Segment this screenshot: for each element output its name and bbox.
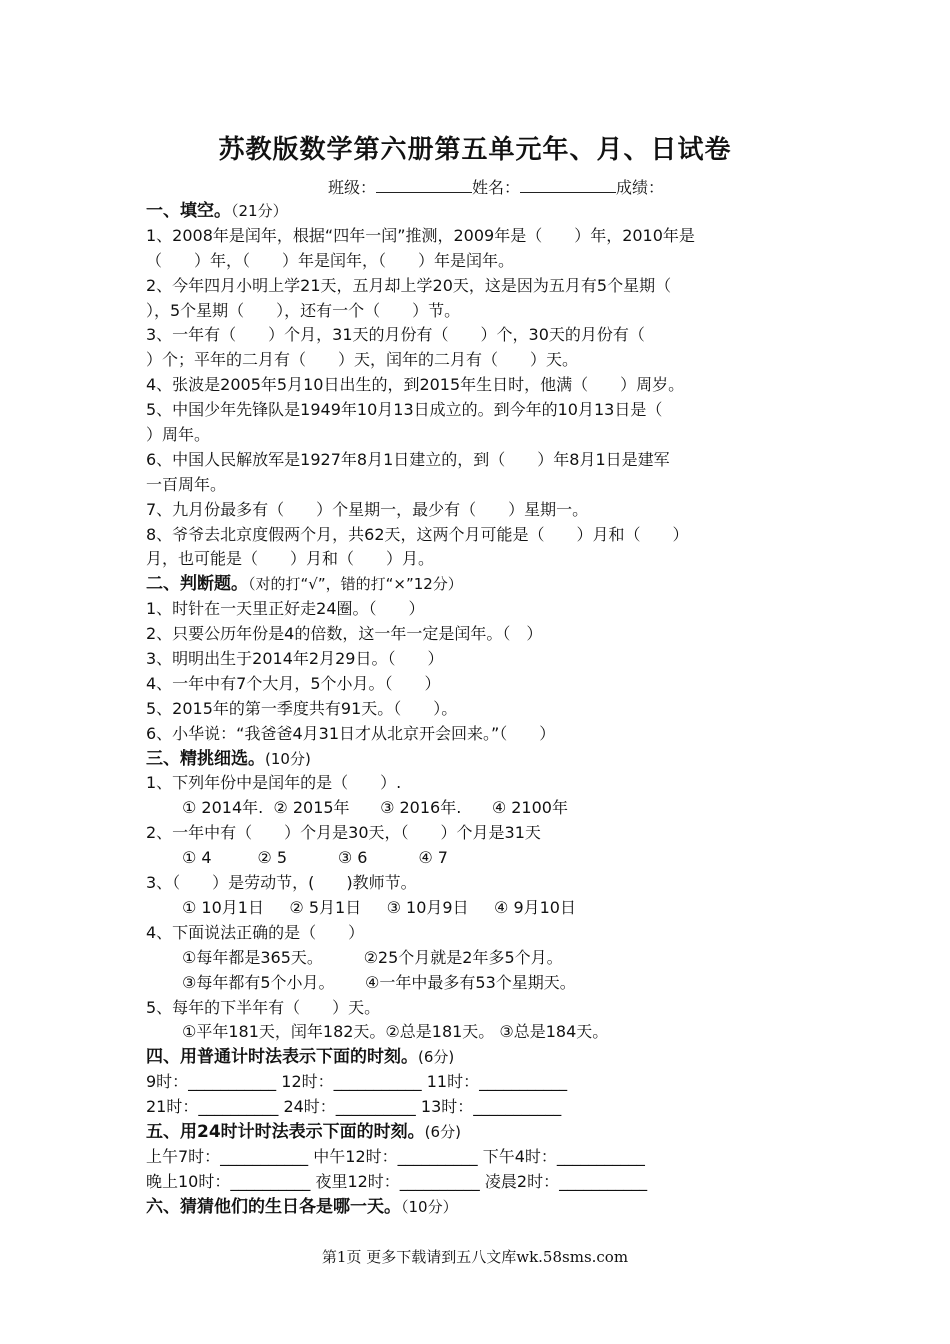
section-score-note: (10分) xyxy=(265,749,311,768)
line-text: 三、精挑细选。 xyxy=(146,748,265,769)
line-text: ① 2014年. ② 2015年 ③ 2016年. ④ 2100年 xyxy=(182,798,568,818)
question-line xyxy=(146,821,826,846)
question-line xyxy=(146,1170,826,1195)
question-line xyxy=(146,771,826,796)
question-line xyxy=(146,398,826,423)
line-text: 4、一年中有7个大月，5个小月。（ ） xyxy=(146,673,441,693)
question-line xyxy=(146,423,826,448)
option-line xyxy=(146,796,826,821)
line-text: 5、2015年的第一季度共有91天。（ ）。 xyxy=(146,698,458,718)
line-text: （ ）年，（ ）年是闰年，（ ）年是闰年。 xyxy=(146,250,515,270)
question-line xyxy=(146,1145,826,1170)
line-text: 3、一年有（ ）个月，31天的月份有（ ）个，30天的月份有（ xyxy=(146,325,645,345)
question-line xyxy=(146,498,826,523)
question-line xyxy=(146,921,826,946)
line-text: 4、张波是2005年5月10日出生的，到2015年生日时，他满（ ）周岁。 xyxy=(146,375,685,395)
class-label: 班级： xyxy=(328,178,377,197)
line-text: 5、每年的下半年有（ ）天。 xyxy=(146,997,381,1017)
line-text: 2、今年四月小明上学21天，五月却上学20天，这是因为五月有5个星期（ xyxy=(146,275,672,295)
line-text: 月，也可能是（ ）月和（ ）月。 xyxy=(146,549,435,569)
line-text: 4、下面说法正确的是（ ） xyxy=(146,922,365,942)
question-line xyxy=(146,597,826,622)
line-text: ）周年。 xyxy=(146,425,211,445)
section-score-note: (6分) xyxy=(418,1048,455,1067)
line-text: 6、小华说：“我爸爸4月31日才从北京开会回来。”（ ） xyxy=(146,723,556,743)
class-blank xyxy=(376,176,472,193)
line-text: 7、九月份最多有（ ）个星期一，最少有（ ）星期一。 xyxy=(146,499,589,519)
line-text: 3、（ ）是劳动节，( )教师节。 xyxy=(146,873,417,893)
score-label: 成绩： xyxy=(616,178,665,197)
line-text: ①每年都是365天。 ②25个月就是2年多5个月。 xyxy=(182,947,563,967)
question-line xyxy=(146,622,826,647)
line-text: 二、判断题。 xyxy=(146,574,248,595)
question-line xyxy=(146,373,826,398)
line-text: 5、中国少年先锋队是1949年10月13日成立的。到今年的10月13日是（ xyxy=(146,400,663,420)
option-line xyxy=(146,896,826,921)
name-blank xyxy=(520,176,616,193)
line-text: 3、明明出生于2014年2月29日。（ ） xyxy=(146,649,444,669)
line-text: 2、只要公历年份是4的倍数，这一年一定是闰年。（ ） xyxy=(146,624,543,644)
line-text: 一、填空。 xyxy=(146,201,231,221)
line-text: ① 4 ② 5 ③ 6 ④ 7 xyxy=(182,848,448,868)
section-heading xyxy=(146,1045,826,1070)
section-heading xyxy=(146,1120,826,1145)
section-score-note: （21分） xyxy=(231,202,288,220)
option-line xyxy=(146,1020,826,1045)
line-text: 六、猜猜他们的生日各是哪一天。 xyxy=(146,1196,401,1217)
line-text: ）个；平年的二月有（ ）天，闰年的二月有（ ）天。 xyxy=(146,350,579,370)
page-footer: 第1页 更多下载请到五八文库wk.58sms.com xyxy=(321,1248,629,1266)
question-line xyxy=(146,996,826,1021)
question-line xyxy=(146,473,826,498)
line-text: ① 10月1日 ② 5月1日 ③ 10月9日 ④ 9月10日 xyxy=(182,897,576,917)
question-line xyxy=(146,249,826,274)
line-text: 1、时针在一天里正好走24圈。（ ） xyxy=(146,599,425,619)
question-line xyxy=(146,697,826,722)
section-heading xyxy=(146,1195,826,1220)
question-line xyxy=(146,1070,826,1095)
line-text: 一百周年。 xyxy=(146,474,227,494)
line-text: 1、下列年份中是闰年的是（ ）. xyxy=(146,773,402,793)
question-line xyxy=(146,448,826,473)
question-line xyxy=(146,523,826,548)
line-text: 8、爷爷去北京度假两个月，共62天，这两个月可能是（ ）月和（ ） xyxy=(146,524,689,544)
line-text: ③每年都有5个小月。 ④一年中最多有53个星期天。 xyxy=(182,972,576,992)
section-score-note: （10分） xyxy=(401,1197,458,1216)
section-heading xyxy=(146,572,826,597)
question-line xyxy=(146,647,826,672)
line-text: 21时：__________ 24时：__________ 13时：___________ xyxy=(146,1097,562,1117)
section-score-note: （对的打“√”，错的打“×”12分） xyxy=(248,575,463,594)
question-line xyxy=(146,274,826,299)
line-text: 晚上10时：__________ 夜里12时：__________ 凌晨2时：___________ xyxy=(146,1171,648,1191)
line-text: 9时：___________ 12时：___________ 11时：___________ xyxy=(146,1072,568,1092)
line-text: 2、一年中有（ ）个月是30天，（ ）个月是31天 xyxy=(146,823,541,843)
line-text: 四、用普通计时法表示下面的时刻。 xyxy=(146,1047,418,1068)
line-text: ），5个星期（ ），还有一个（ ）节。 xyxy=(146,300,461,320)
line-text: 上午7时：___________ 中午12时：__________ 下午4时：___________ xyxy=(146,1146,645,1166)
section-heading xyxy=(146,747,826,772)
question-line xyxy=(146,323,826,348)
question-line xyxy=(146,672,826,697)
option-line xyxy=(146,846,826,871)
section-score-note: (6分) xyxy=(424,1122,461,1141)
question-line xyxy=(146,547,826,572)
name-label: 姓名： xyxy=(472,178,521,197)
question-line xyxy=(146,299,826,324)
exam-content xyxy=(146,199,826,1220)
question-line xyxy=(146,722,826,747)
question-line xyxy=(146,224,826,249)
question-line xyxy=(146,1095,826,1120)
option-line xyxy=(146,946,826,971)
section-heading xyxy=(146,199,826,224)
line-text: 五、用24时计时法表示下面的时刻。 xyxy=(146,1121,425,1142)
line-text: 1、2008年是闰年，根据“四年一闰”推测，2009年是（ ）年，2010年是 xyxy=(146,225,695,245)
question-line xyxy=(146,871,826,896)
option-line xyxy=(146,971,826,996)
question-line xyxy=(146,348,826,373)
page-title: 苏教版数学第六册第五单元年、月、日试卷 xyxy=(218,135,732,165)
line-text: ①平年181天，闰年182天。②总是181天。 ③总是184天。 xyxy=(182,1022,609,1042)
line-text: 6、中国人民解放军是1927年8月1日建立的，到（ ）年8月1日是建军 xyxy=(146,449,670,469)
student-info-line xyxy=(328,176,664,199)
